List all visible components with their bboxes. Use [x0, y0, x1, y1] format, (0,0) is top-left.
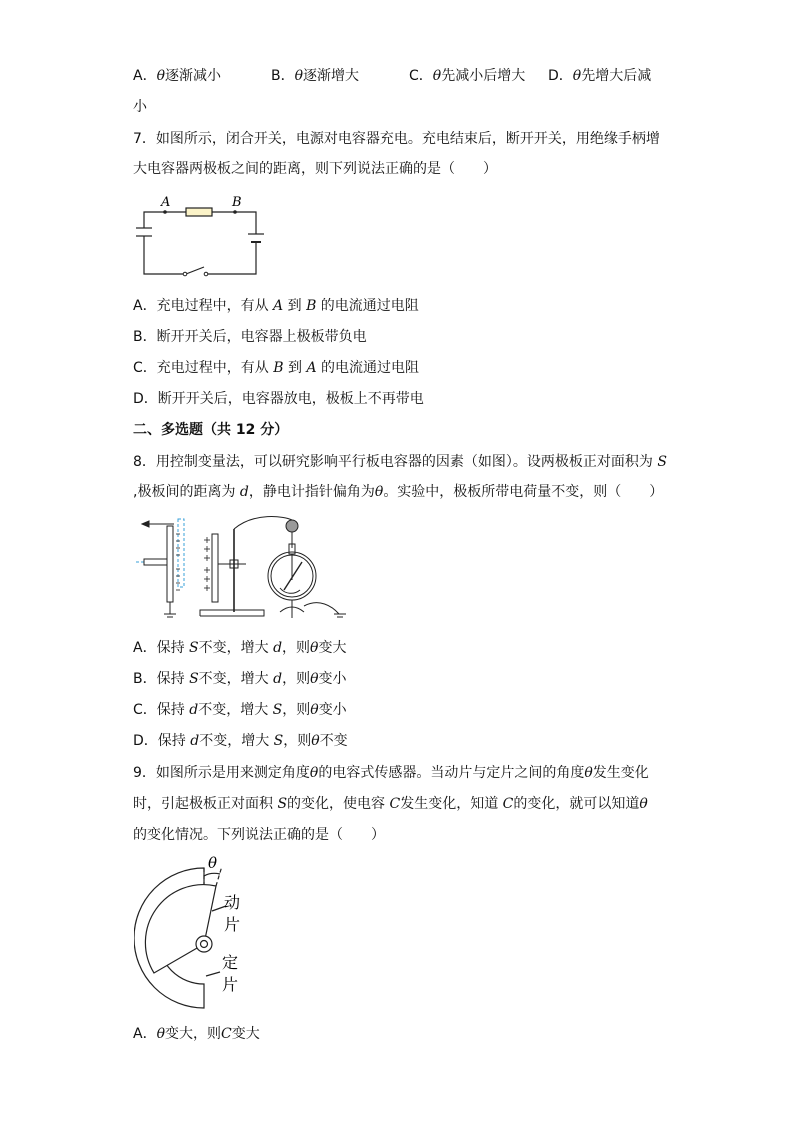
q6-option-c: C．θ先减小后增大	[409, 68, 526, 84]
theta-label: θ	[208, 856, 218, 872]
q8-text-line2: ,极板间的距离为 d，静电计指针偏角为θ。实验中，极板所带电荷量不变，则（ ）	[133, 484, 664, 500]
q6-option-a: A．θ逐渐减小	[133, 68, 222, 84]
q6-option-d-wrap: 小	[133, 99, 147, 115]
q9-text-line1: 9．如图所示是用来测定角度θ的电容式传感器。当动片与定片之间的角度θ发生变化	[133, 765, 649, 781]
node-a-dot	[163, 210, 167, 214]
section-title-multiple-choice: 二、多选题（共 12 分）	[133, 422, 289, 438]
q8-option-a: A．保持 S不变，增大 d，则θ变大	[133, 640, 347, 656]
electrometer-ground-wire	[304, 603, 339, 614]
q8-option-d: D．保持 d不变，增大 S，则θ不变	[133, 733, 348, 749]
q9-text-line2: 时，引起极板正对面积 S的变化，使电容 C发生变化，知道 C的变化，就可以知道θ	[133, 796, 648, 812]
electrometer-ball	[286, 520, 298, 532]
movable-plate	[167, 526, 173, 602]
q7-circuit-diagram	[134, 190, 264, 280]
electrometer-pointer	[284, 562, 302, 590]
q6-option-d: D．θ先增大后减	[548, 68, 652, 84]
circuit-wire-top-left	[144, 212, 186, 228]
q8-option-c: C．保持 d不变，增大 S，则θ变小	[133, 702, 347, 718]
q8-option-b: B．保持 S不变，增大 d，则θ变小	[133, 671, 347, 687]
q9-option-a: A．θ变大，则C变大	[133, 1026, 260, 1042]
connecting-wire	[234, 517, 292, 529]
node-b-label: B	[232, 195, 242, 210]
positive-charges	[204, 537, 210, 591]
q7-option-b: B．断开开关后，电容器上极板带负电	[133, 329, 367, 345]
stand-base	[200, 610, 264, 616]
moving-plate-shape	[145, 885, 216, 973]
switch-blade	[186, 267, 204, 274]
dashed-plate-position	[178, 519, 184, 587]
switch-contact-right	[204, 272, 208, 276]
insulating-handle	[144, 559, 167, 565]
resistor	[186, 208, 212, 216]
circuit-wire-bottom-right	[206, 242, 256, 274]
fixed-plate-label-1: 定	[222, 953, 239, 972]
q7-text-line1: 7．如图所示，闭合开关，电源对电容器充电。充电结束后，断开开关，用绝缘手柄增	[133, 131, 660, 147]
circuit-wire-top-right	[212, 212, 256, 234]
q6-option-b: B．θ逐渐增大	[271, 68, 360, 84]
q7-option-d: D．断开开关后，电容器放电，极板上不再带电	[133, 391, 424, 407]
fixed-plate-label-2: 片	[222, 975, 239, 994]
move-arrow-head	[142, 521, 149, 527]
fixed-plate	[212, 534, 218, 602]
circuit-wire-bottom-left	[144, 236, 184, 274]
axis-outer-ring	[196, 936, 212, 952]
switch-contact-left	[183, 272, 187, 276]
theta-arc	[204, 873, 220, 876]
q8-electrometer-diagram	[134, 514, 354, 624]
q7-option-c: C．充电过程中，有从 B 到 A 的电流通过电阻	[133, 360, 420, 376]
moving-plate-label-1: 动	[224, 893, 241, 912]
node-a-label: A	[161, 195, 171, 210]
electrometer-scale	[280, 588, 300, 593]
q9-text-line3: 的变化情况。下列说法正确的是（ ）	[133, 827, 385, 843]
q9-angle-sensor-diagram	[134, 856, 264, 1016]
q7-option-a: A．充电过程中，有从 A 到 B 的电流通过电阻	[133, 298, 419, 314]
node-b-dot	[233, 210, 237, 214]
q8-text-line1: 8．用控制变量法，可以研究影响平行板电容器的因素（如图）。设两极板正对面积为 S	[133, 454, 667, 470]
moving-plate-label-2: 片	[224, 915, 241, 934]
fixed-plate-leader	[206, 972, 220, 976]
q7-text-line2: 大电容器两极板之间的距离，则下列说法正确的是（ ）	[133, 161, 497, 177]
